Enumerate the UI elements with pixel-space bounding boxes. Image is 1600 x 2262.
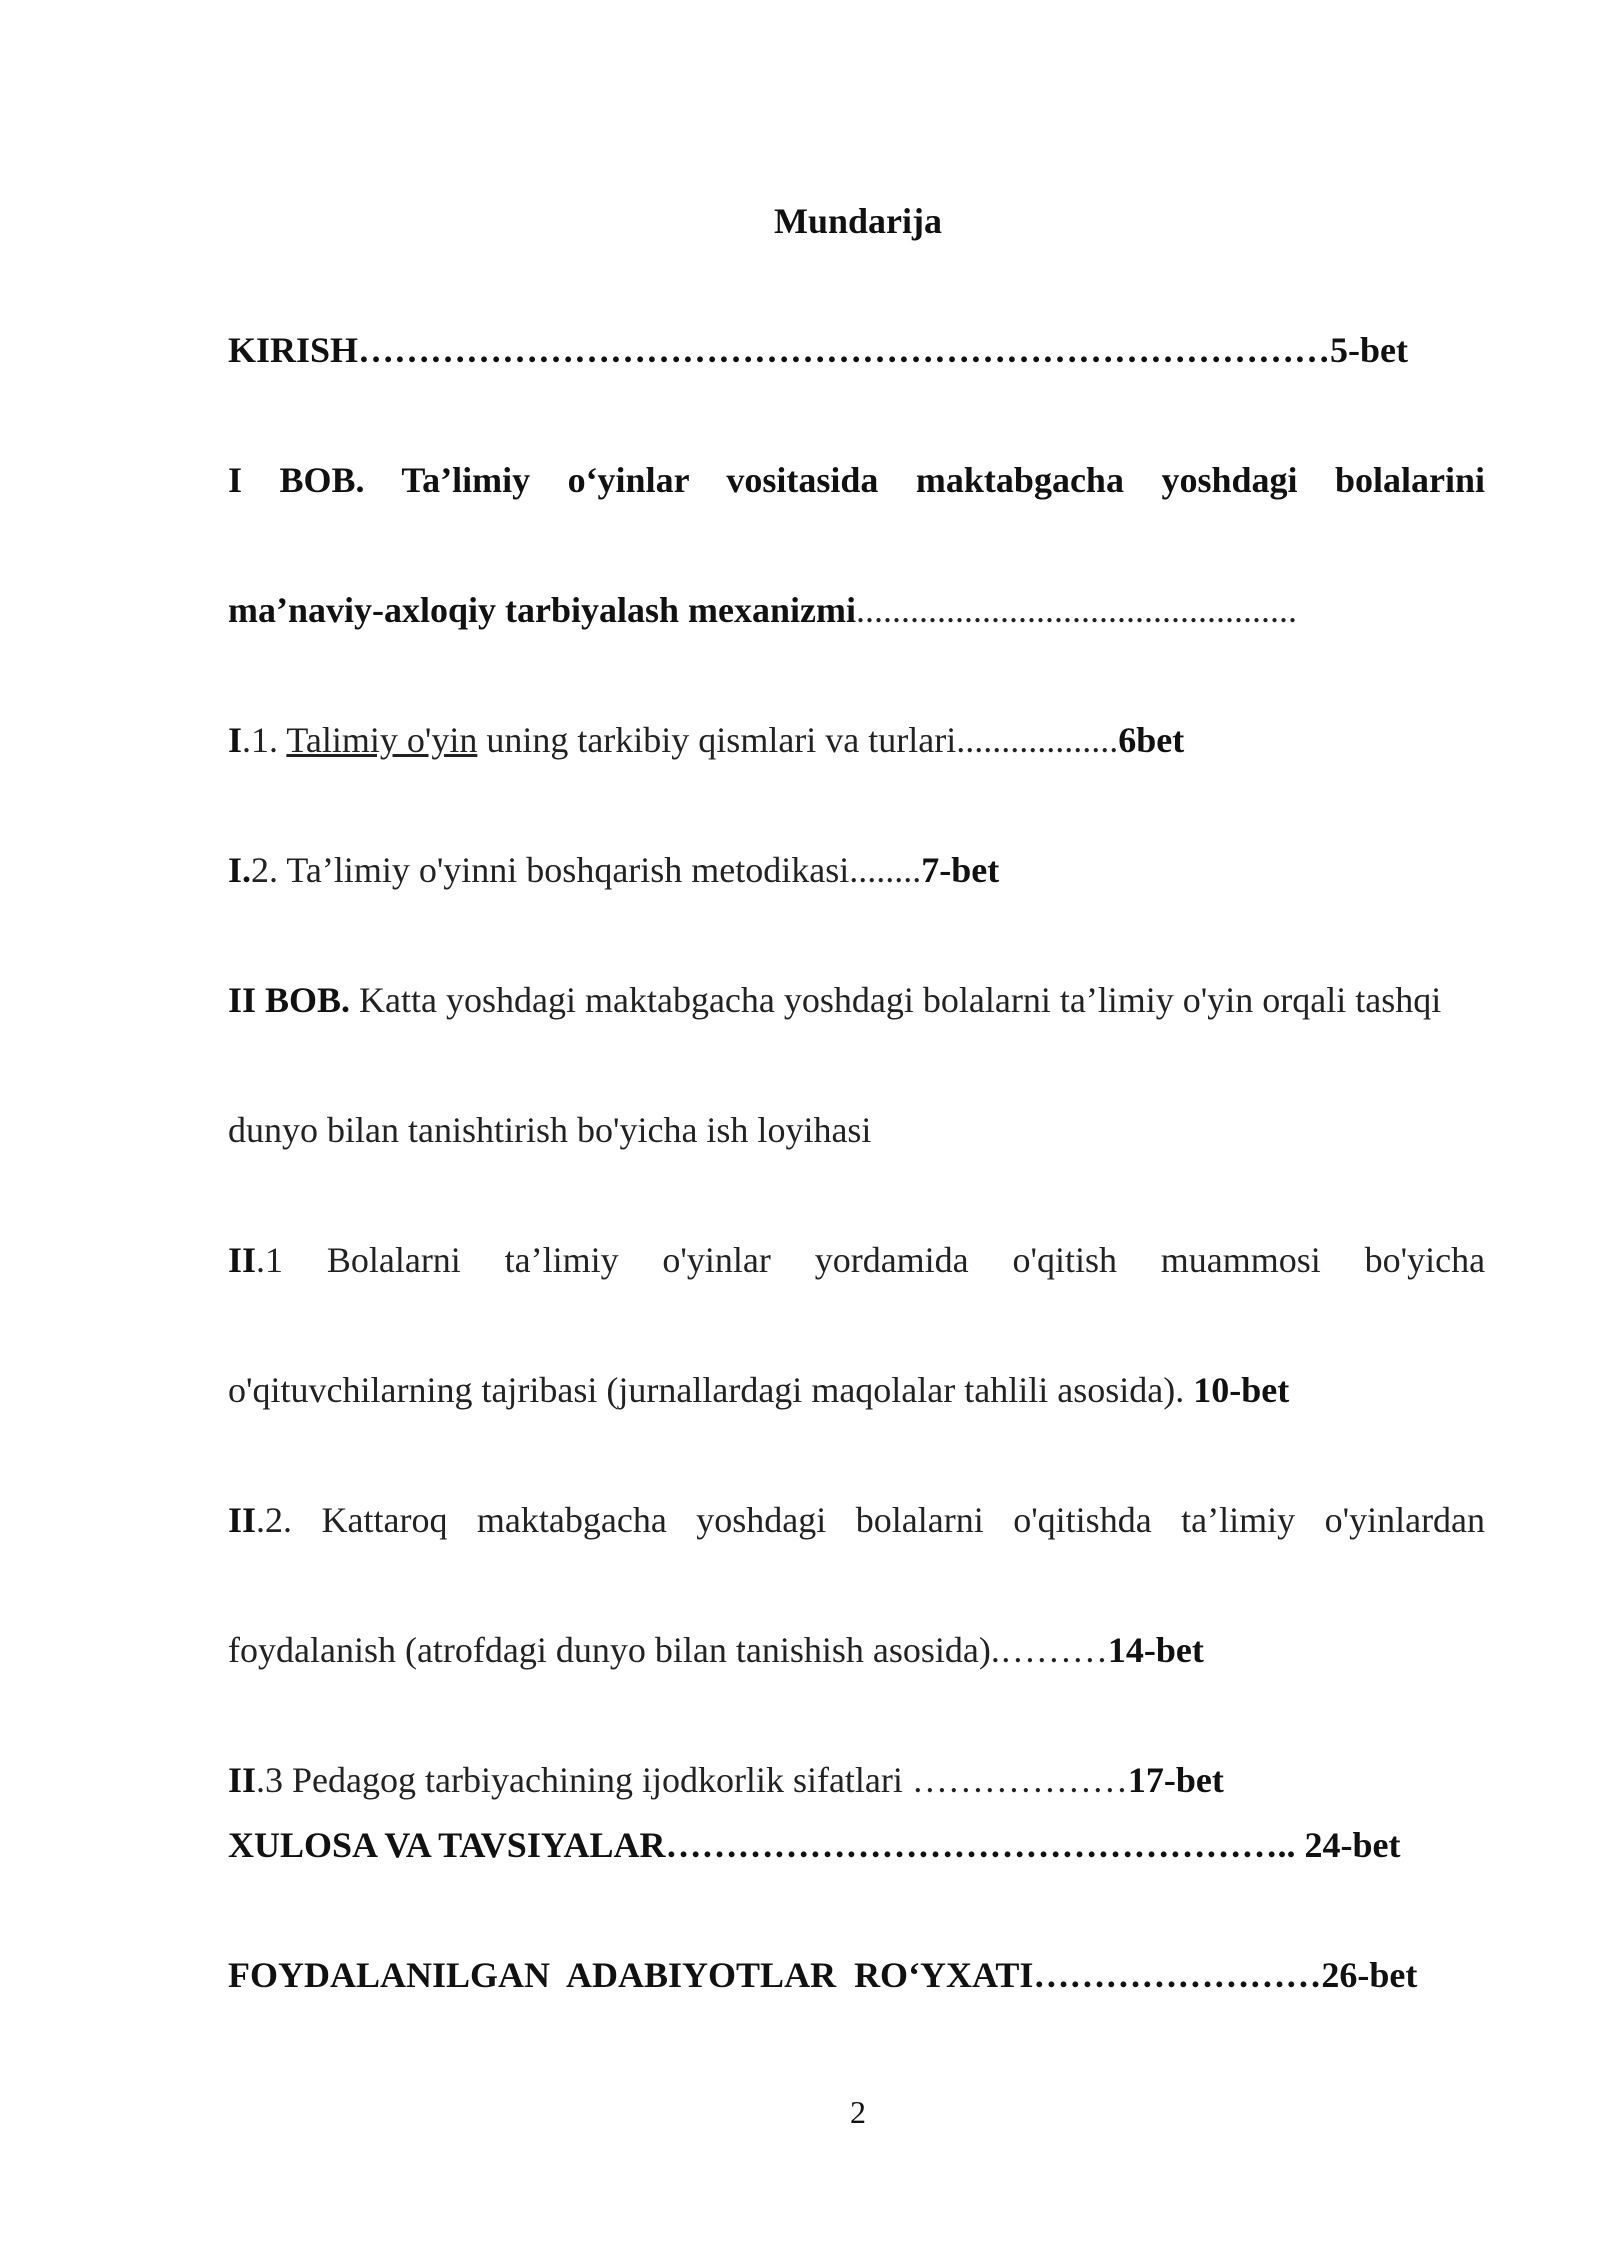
toc-word: Bolalarni [326, 1240, 461, 1280]
toc-page-ref: 5-bet [1330, 330, 1409, 370]
toc-word: o'qitishda [1013, 1500, 1152, 1540]
toc-page-ref: 24-bet [1304, 1825, 1401, 1865]
toc-leader-dots: ................................................. [856, 590, 1297, 630]
toc-label: XULOSA VA TAVSIYALAR [228, 1825, 666, 1865]
toc-label: KIRISH [228, 330, 359, 370]
toc-word: yoshdagi [1161, 460, 1298, 500]
toc-word: maktabgacha [915, 460, 1124, 500]
toc-leader-dots: ……………… [911, 1760, 1128, 1800]
toc-entry-kirish [228, 325, 1485, 375]
toc-text: uning tarkibiy qismlari va turlari [477, 720, 957, 760]
toc-text: Ta’limiy o'yinni boshqarish metodikasi [278, 850, 850, 890]
toc-page-ref: 7-bet [921, 850, 1000, 890]
toc-number-bold: II [228, 1500, 257, 1540]
toc-number-bold: II [228, 1240, 257, 1280]
toc-entry-adabiyotlar [228, 1950, 1485, 2000]
toc-text: ma’naviy-axloqiy tarbiyalash mexanizmi [228, 590, 856, 630]
toc-entry-bob2-line1 [228, 975, 1485, 1025]
toc-number: .1 [256, 1240, 284, 1280]
toc-text: foydalanish (atrofdagi dunyo bilan tanishish asosida). [228, 1630, 1000, 1670]
toc-leader-dots: .................. [956, 720, 1119, 760]
toc-entry-bob1-line2 [228, 585, 1485, 635]
toc-page-ref: 17-bet [1127, 1760, 1224, 1800]
toc-entry-bob2-line2 [228, 1105, 1485, 1155]
toc-number: .3 [256, 1760, 284, 1800]
toc-word: bo'yicha [1364, 1240, 1486, 1280]
toc-number-bold: I [228, 720, 243, 760]
toc-word: bolalarini [1334, 460, 1486, 500]
toc-word: Ta’limiy [401, 460, 531, 500]
toc-entry-bob1-line1 [228, 455, 1485, 505]
toc-entry-ii1-line2 [228, 1365, 1485, 1415]
toc-number-bold: I. [228, 850, 252, 890]
toc-entry-xulosa [228, 1820, 1485, 1870]
toc-word: ta’limiy [504, 1240, 619, 1280]
toc-word: o'yinlardan [1324, 1500, 1486, 1540]
toc-leader-dots: ……… [999, 1630, 1108, 1670]
page-number: 2 [850, 2094, 866, 2130]
toc-leader-dots: ........ [849, 850, 922, 890]
toc-word: o‘yinlar [567, 460, 689, 500]
toc-text: Katta yoshdagi maktabgacha yoshdagi bolalarni ta’limiy o'yin orqali tashqi [350, 980, 1442, 1020]
toc-page-ref: 6bet [1118, 720, 1185, 760]
toc-chapter-label: II BOB. [228, 980, 351, 1020]
page-title: Mundarija [773, 201, 942, 241]
toc-text: o'qituvchilarning tajribasi (jurnallardagi maqolalar tahlili asosida). [228, 1370, 1194, 1410]
toc-text: Pedagog tarbiyachining ijodkorlik sifatlari [283, 1760, 912, 1800]
toc-entry-i1 [228, 715, 1485, 765]
toc-entry-i2 [228, 845, 1485, 895]
toc-word: yordamida [814, 1240, 969, 1280]
toc-leader-dots: …………………… [1033, 1955, 1322, 1995]
toc-word: ta’limiy [1181, 1500, 1296, 1540]
toc-underlined-text: Talimiy o'yin [286, 720, 478, 760]
toc-number-bold: II [228, 1760, 257, 1800]
toc-word: yoshdagi [696, 1500, 827, 1540]
toc-word: muammosi [1160, 1240, 1321, 1280]
toc-entry-ii2-line2 [228, 1625, 1485, 1675]
toc-entry-ii1-line1 [228, 1235, 1485, 1285]
toc-page-ref: 26-bet [1321, 1955, 1418, 1995]
toc-word: o'qitish [1012, 1240, 1117, 1280]
toc-label: FOYDALANILGAN ADABIYOTLAR RO‘YXATI [228, 1955, 1034, 1995]
toc-leader-dots: ……………………………………………………………………… [358, 330, 1331, 370]
toc-page-ref: 10-bet [1193, 1370, 1290, 1410]
toc-text: dunyo bilan tanishtirish bo'yicha ish loyihasi [228, 1110, 872, 1150]
toc-chapter-label: BOB. [279, 460, 365, 500]
toc-number: .2. [256, 1500, 293, 1540]
toc-word: Kattaroq [321, 1500, 448, 1540]
toc-chapter-prefix: I [228, 460, 243, 500]
toc-word: bolalarni [855, 1500, 984, 1540]
toc-word: maktabgacha [476, 1500, 667, 1540]
toc-entry-ii3 [228, 1755, 1485, 1805]
toc-word: o'yinlar [662, 1240, 771, 1280]
toc-leader-dots: …………………………………………….. [665, 1825, 1305, 1865]
toc-number: .1. [242, 720, 279, 760]
toc-entry-ii2-line1 [228, 1495, 1485, 1545]
toc-number: 2. [251, 850, 279, 890]
toc-page-ref: 14-bet [1107, 1630, 1204, 1670]
toc-word: vositasida [726, 460, 879, 500]
